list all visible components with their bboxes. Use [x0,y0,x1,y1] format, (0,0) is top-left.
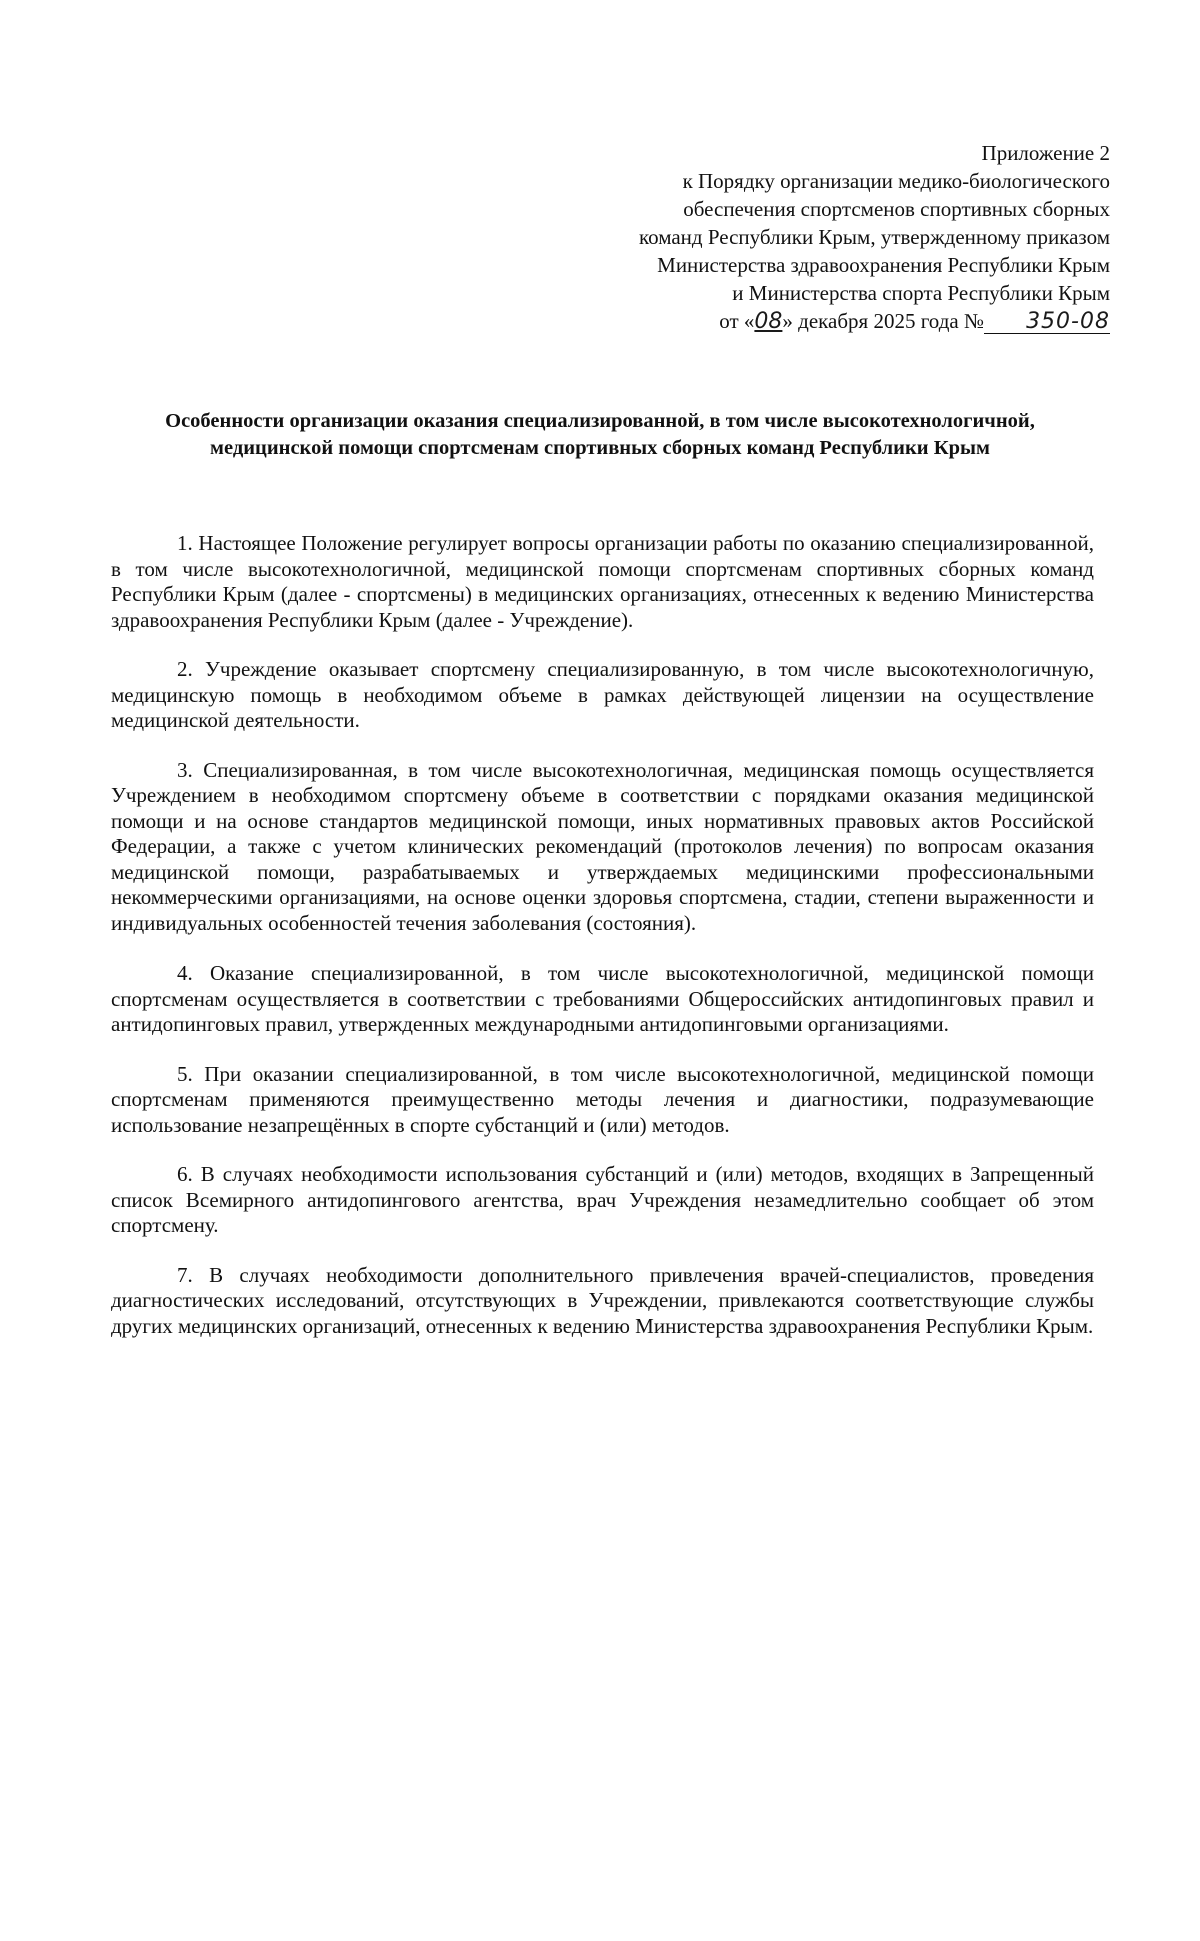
document-body [111,531,1094,1363]
date-suffix: » декабря 2025 года № [782,309,984,333]
appendix-reference-line-2: обеспечения спортсменов спортивных сборных [683,197,1110,221]
date-prefix: от « [719,309,755,333]
appendix-reference-line-4: Министерства здравоохранения Республики Крым [657,253,1110,277]
appendix-reference-line-3: команд Республики Крым, утвержденному приказом [638,225,1110,249]
paragraph-4: 4. Оказание специализированной, в том числе высокотехнологичной, медицинской помощи спортсменам осуществляется в соответствии с требованиями Общероссийских антидопинговых правил и антидопинговых правил, утвержденных международными антидопинговыми организациями. [111,961,1094,1036]
document-title [100,408,1100,462]
appendix-reference-line-5: и Министерства спорта Республики Крым [732,281,1110,305]
handwritten-date-day: 08 [754,309,783,334]
document-title-line-2: медицинской помощи спортсменам спортивных сборных команд Республики Крым [210,437,990,459]
appendix-reference-line-1: к Порядку организации медико-биологического [682,169,1110,193]
paragraph-1: 1. Настоящее Положение регулирует вопросы организации работы по оказанию специализированной, в том числе высокотехнологичной, медицинской помощи спортсменам спортивных сборных команд Республики Крым (далее - спортсмены) в медицинских организациях, отнесенных к ведению Министерства здравоохранения Республики Крым (далее - Учреждение). [111,531,1094,632]
paragraph-7: 7. В случаях необходимости дополнительного привлечения врачей-специалистов, проведения диагностических исследований, отсутствующих в Учреждении, привлекаются соответствующие службы других медицинских организаций, отнесенных к ведению Министерства здравоохранения Республики Крым. [111,1262,1094,1338]
paragraph-3: 3. Специализированная, в том числе высокотехнологичная, медицинская помощь осуществляется Учреждением в необходимом спортсмену объеме в соответствии с порядками оказания медицинской помощи и на основе стандартов медицинской помощи, иных нормативных правовых актов Российской Федерации, а также с учетом клинических рекомендаций (протоколов лечения) по вопросам оказания медицинской помощи, разрабатываемых и утверждаемых медицинскими профессиональными некоммерческими организациями, на основе оценки здоровья спортсмена, стадии, степени выраженности и индивидуальных особенностей течения заболевания (состояния). [111,757,1094,935]
paragraph-2: 2. Учреждение оказывает спортсмену специализированную, в том числе высокотехнологичную, медицинскую помощь в необходимом объеме в рамках действующей лицензии на осуществление медицинской деятельности. [111,657,1094,732]
order-date-line [550,307,1110,336]
appendix-header [550,139,1110,336]
handwritten-order-number: 350-08 [984,311,1110,334]
appendix-number: Приложение 2 [981,141,1110,165]
paragraph-6: 6. В случаях необходимости использования субстанций и (или) методов, входящих в Запрещенный список Всемирного антидопингового агентства, врач Учреждения незамедлительно сообщает об этом спортсмену. [111,1162,1094,1237]
paragraph-5: 5. При оказании специализированной, в том числе высокотехнологичной, медицинской помощи спортсменам применяются преимущественно методы лечения и диагностики, подразумевающие использование незапрещённых в спорте субстанций и (или) методов. [111,1061,1094,1137]
document-title-line-1: Особенности организации оказания специализированной, в том числе высокотехнологичной, [165,410,1035,432]
